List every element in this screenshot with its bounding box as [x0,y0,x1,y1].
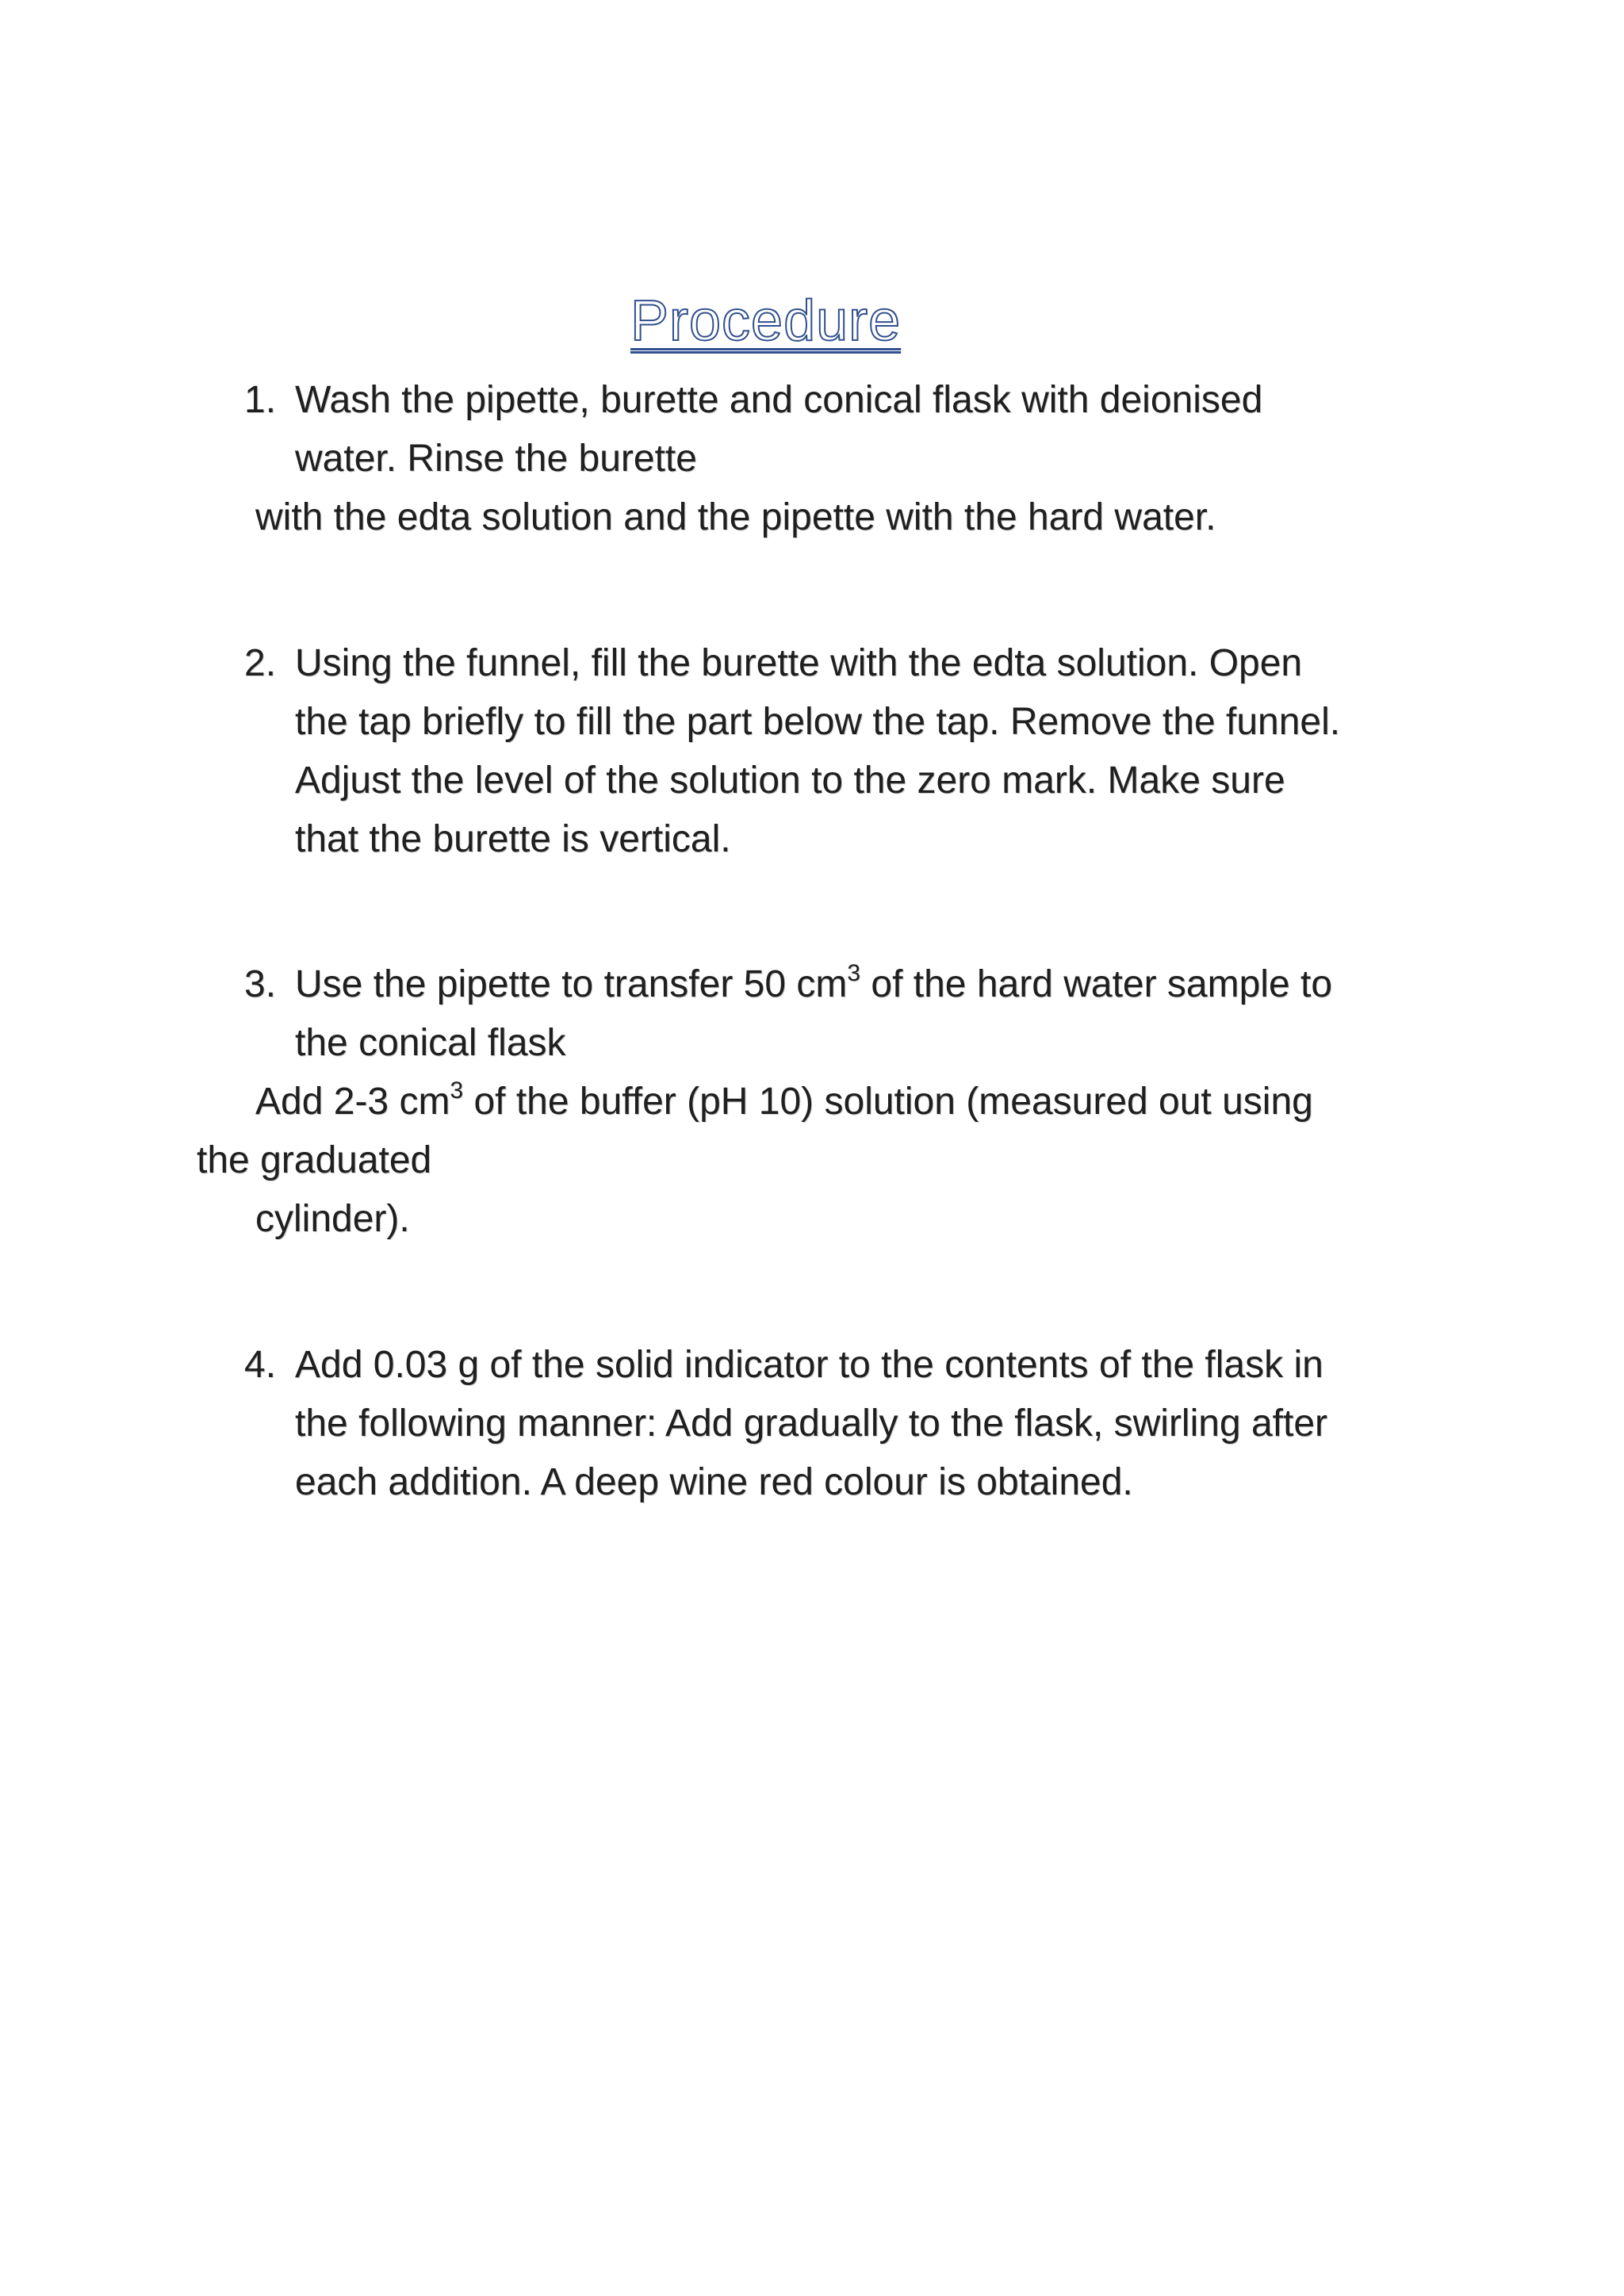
step-3-line-2: the conical flask [295,1022,566,1064]
step-4-line-3: each addition. A deep wine red colour is obtained. [295,1461,1133,1503]
step-3-line-1 [295,955,1332,1014]
superscript-3: 3 [847,960,861,986]
step-3-number: 3. [244,963,277,1005]
step-3-line-5: cylinder). [255,1198,410,1240]
superscript-3: 3 [450,1077,464,1104]
step-2-line-3: Adjust the level of the solution to the zero mark. Make sure [295,760,1285,802]
step-1-line-1: Wash the pipette, burette and conical flask with deionised [295,379,1263,421]
step-2-line-4: that the burette is vertical. [295,818,731,860]
step-1-line-3: with the edta solution and the pipette with the hard water. [255,496,1216,538]
step-4-line-2: the following manner: Add gradually to the flask, swirling after [295,1402,1328,1445]
step-2-line-1: Using the funnel, fill the burette with the edta solution. Open [295,642,1303,684]
step-2-line-2: the tap briefly to fill the part below the tap. Remove the funnel. [295,701,1341,743]
step-2-number: 2. [244,642,277,684]
step-1-number: 1. [244,379,277,421]
step-1-line-2: water. Rinse the burette [295,438,697,480]
step-3-line-1-before: Use the pipette to transfer 50 cm [295,963,848,1005]
step-3-line-3-after: of the buffer (pH 10) solution (measured out using [463,1081,1313,1123]
step-3-line-3 [255,1073,1313,1131]
step-3-line-4: the graduated [197,1139,432,1181]
step-4-line-1: Add 0.03 g of the solid indicator to the contents of the flask in [295,1344,1323,1386]
step-3-line-3-before: Add 2-3 cm [255,1081,450,1123]
step-3-line-1-after: of the hard water sample to [860,963,1333,1005]
step-4-number: 4. [244,1344,277,1386]
page-title: Procedure [630,289,902,353]
